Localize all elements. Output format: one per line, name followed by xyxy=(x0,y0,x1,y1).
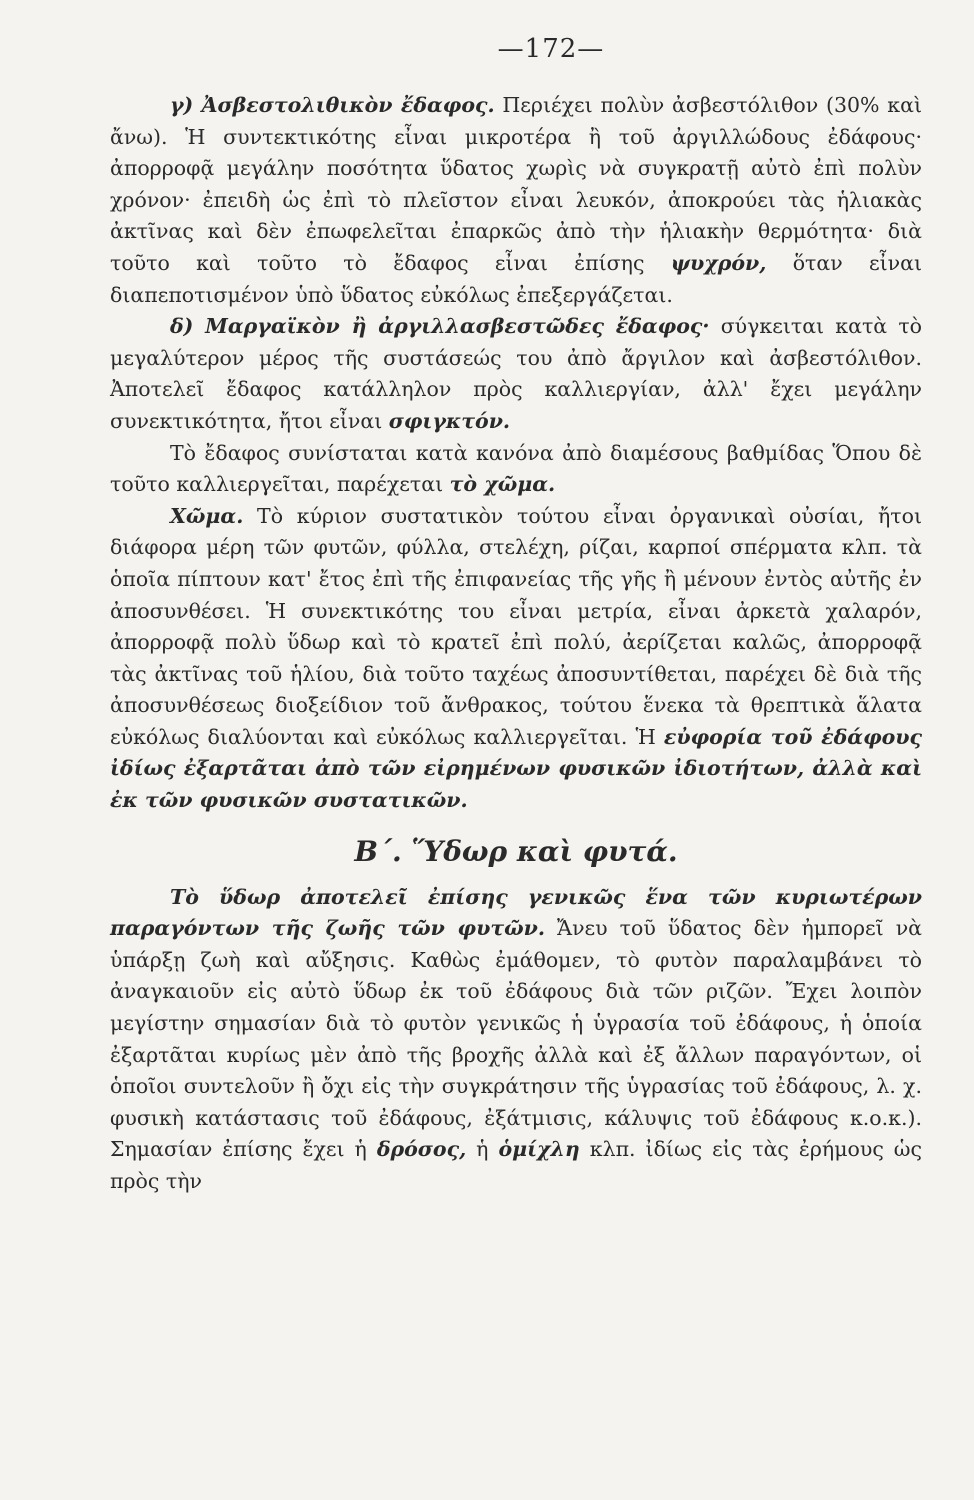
paragraph-tail: κλπ. ἰδίως εἰς τὰς ἐρήμους ὡς πρὸς τὴν xyxy=(110,1137,922,1193)
paragraph-water-and-plants xyxy=(110,882,922,1198)
paragraph-lead: δ) Μαργαϊκὸν ἢ ἀργιλλασβεστῶδες ἔδαφος· xyxy=(170,314,710,339)
paragraph-tail: ὅταν εἶναι διαπεποτισμένον ὑπὸ ὕδατος εὐκόλως ἐπεξεργάζεται. xyxy=(110,250,922,307)
emphasis-term: εὐφορία τοῦ ἐδάφους ἰδίως ἐξαρτᾶται ἀπὸ τῶν εἰρημένων φυσικῶν ἰδιοτήτων, ἀλλὰ καὶ ἐκ τῶν φυσικῶν συστατικῶν. xyxy=(110,724,922,813)
emphasis-term: ὁμίχλη xyxy=(498,1137,580,1162)
page-number: —172— xyxy=(497,34,605,64)
paragraph-body: σύγκειται κατὰ τὸ μεγαλύτερον μέρος τῆς συστάσεώς του ἀπὸ ἄργιλον καὶ ἀσβεστόλιθον. Ἀποτελεῖ ἔδαφος κατάλληλον πρὸς καλλιεργίαν, ἀλλ' ἔχει μεγάλην συνεκτικότητα, ἤτοι εἶναι xyxy=(110,314,922,433)
paragraph-body: Τὸ κύριον συστατικὸν τούτου εἶναι ὀργανικαὶ οὐσίαι, ἤτοι διάφορα μέρη τῶν φυτῶν, φύλλα, στελέχη, ρίζαι, καρποί σπέρματα κλπ. τὰ ὁποῖα πίπτουν κατ' ἔτος ἐπὶ τῆς ἐπιφανείας τῆς γῆς ἢ μένουν ἐντὸς αὐτῆς ἐν ἀποσυνθέσει. Ἡ συνεκτικότης του εἶναι μετρία, εἶναι ἀρκετὰ χαλαρόν, ἀπορροφᾷ πολὺ ὕδωρ καὶ τὸ κρατεῖ ἐπὶ πολύ, ἀερίζεται καλῶς, ἀπορροφᾷ τὰς ἀκτῖνας τοῦ ἡλίου, διὰ τοῦτο ταχέως ἀποσυντίθεται, παρέχει δὲ διὰ τῆς ἀποσυνθέσεως διοξείδιον τοῦ ἄνθρακος, τούτου ἕνεκα τὰ θρεπτικὰ ἅλατα εὐκόλως διαλύονται καὶ εὐκόλως καλλιεργεῖται. Ἡ xyxy=(110,503,922,749)
paragraph-body: Περιέχει πολὺν ἀσβεστόλιθον (30% καὶ ἄνω). Ἡ συντεκτικότης εἶναι μικροτέρα ἢ τοῦ ἀργιλλώδους ἐδάφους· ἀπορροφᾷ μεγάλην ποσότητα ὕδατος χωρὶς νὰ συγκρατῇ αὐτὸ ἐπὶ πολὺν χρόνον· ἐπειδὴ ὡς ἐπὶ τὸ πλεῖστον εἶναι λευκόν, ἀποκρούει τὰς ἡλιακὰς ἀκτῖνας καὶ δὲν ἐπωφελεῖται ἐπαρκῶς ἀπὸ τὴν ἡλιακὴν θερμότητα· διὰ τοῦτο καὶ τοῦτο τὸ ἔδαφος εἶναι ἐπίσης xyxy=(110,93,922,275)
paragraph-body: Ἄνευ τοῦ ὕδατος δὲν ἠμπορεῖ νὰ ὑπάρξῃ ζωὴ καὶ αὔξησις. Καθὼς ἐμάθομεν, τὸ φυτὸν παραλαμβάνει τὸ ἀναγκαιοῦν εἰς αὐτὸ ὕδωρ ἐκ τοῦ ἐδάφους διὰ τῶν ριζῶν. Ἔχει λοιπὸν μεγίστην σημασίαν διὰ τὸ φυτὸν γενικῶς ἡ ὑγρασία τοῦ ἐδάφους, ἡ ὁποία ἐξαρτᾶται κυρίως μὲν ἀπὸ τῆς βροχῆς ἀλλὰ καὶ ἐξ ἄλλων παραγόντων, οἱ ὁποῖοι συντελοῦν ἢ ὄχι εἰς τὴν συγκράτησιν τῆς ὑγρασίας τοῦ ἐδάφους, λ. χ. φυσικὴ κατάστασις τοῦ ἐδάφους, ἐξάτμισις, κάλυψις τοῦ ἐδάφους κ.ο.κ.). Σημασίαν ἐπίσης ἔχει ἡ xyxy=(110,916,922,1162)
paragraph-marl-soil xyxy=(110,311,922,437)
emphasis-term: σφιγκτόν. xyxy=(388,408,511,433)
emphasis-term: δρόσος, xyxy=(376,1137,467,1162)
paragraph-lead: γ) Ἀσβεστολιθικὸν ἔδαφος. xyxy=(170,93,495,117)
paragraph-humus xyxy=(110,501,922,817)
section-heading: Β΄. Ὕδωρ καὶ φυτά. xyxy=(354,834,678,868)
paragraph-calcareous-soil xyxy=(110,90,922,311)
paragraph-lead: Τὸ ὕδωρ ἀποτελεῖ ἐπίσης γενικῶς ἕνα τῶν κυριωτέρων παραγόντων τῆς ζωῆς τῶν φυτῶν. xyxy=(110,884,922,941)
paragraph-body: Τὸ ἔδαφος συνίσταται κατὰ κανόνα ἀπὸ διαμέσους βαθμίδας Ὅπου δὲ τοῦτο καλλιεργεῖται, παρέχεται xyxy=(110,440,922,497)
paragraph-mid: ἡ xyxy=(466,1137,499,1162)
emphasis-term: τὸ χῶμα. xyxy=(449,472,556,497)
emphasis-term: ψυχρόν, xyxy=(670,250,767,275)
paragraph-soil-gradations xyxy=(110,438,922,501)
paragraph-lead: Χῶμα. xyxy=(170,503,244,528)
